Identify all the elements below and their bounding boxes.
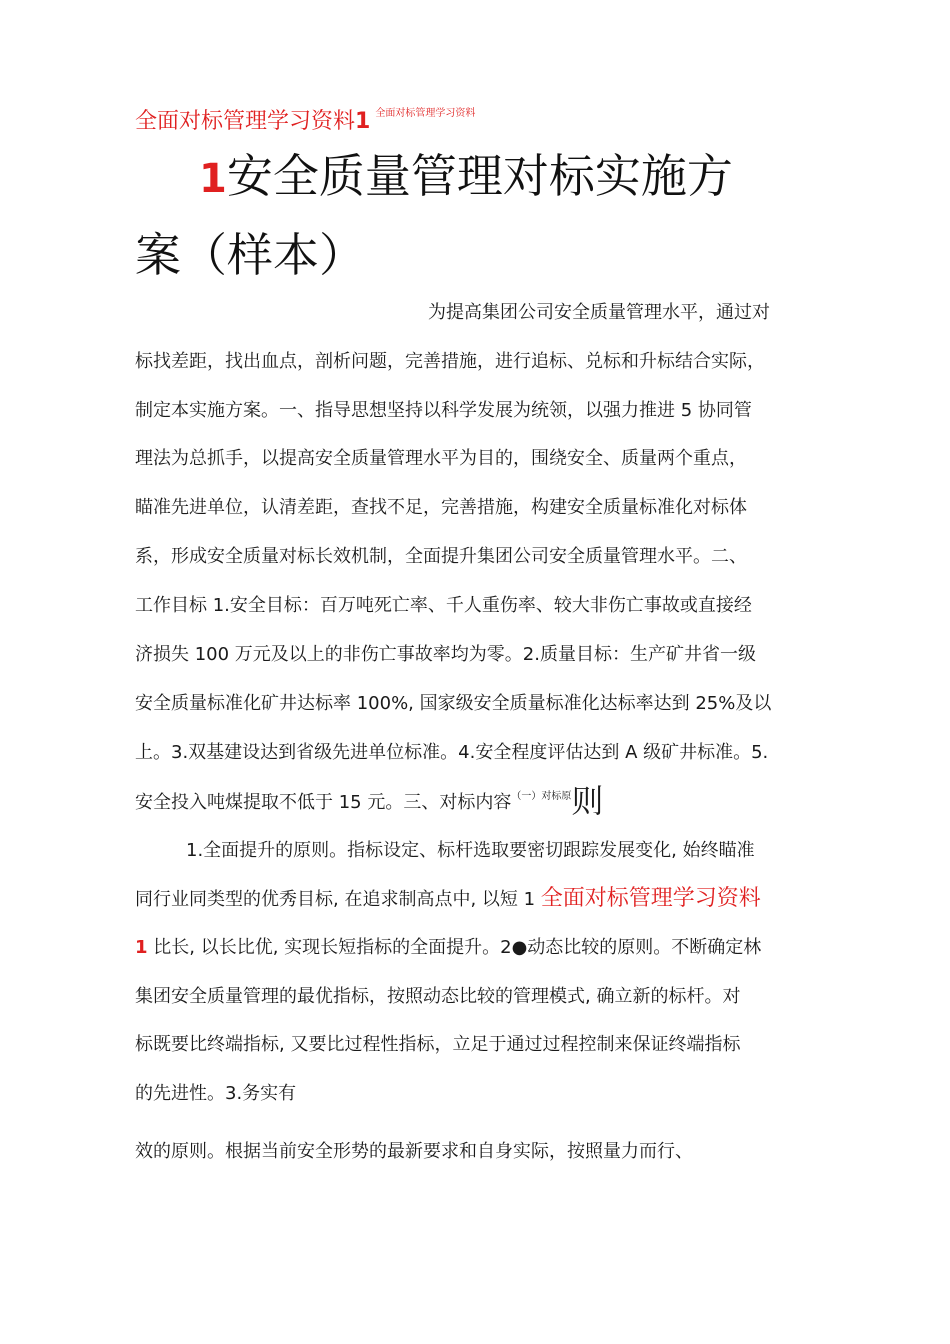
- inline-header-text: 全面对标管理学习资料: [540, 886, 761, 911]
- large-char: 则: [571, 782, 604, 820]
- body-line: [135, 886, 761, 913]
- header-number: 1: [355, 109, 371, 134]
- header-text: 全面对标管理学习资料: [135, 109, 356, 134]
- body-line: 1.全面提升的原则。指标设定、标杆选取要密切跟踪发展变化, 始终瞄准: [186, 840, 755, 861]
- body-text: 安全投入吨煤提取不低于 15 元。三、对标内容: [135, 792, 512, 813]
- running-header: [135, 104, 475, 135]
- body-text: 同行业同类型的优秀目标, 在追求制高点中, 以短 1: [135, 889, 541, 910]
- body-line: [135, 935, 761, 961]
- body-line: 上。3.双基建设达到省级先进单位标准。4.安全程度评估达到 A 级矿井标准。5.: [135, 742, 769, 763]
- title-line-1: 安全质量管理对标实施方: [226, 149, 733, 203]
- superscript-text: （一）对标原: [511, 791, 572, 802]
- body-line: 的先进性。3.务实有: [135, 1083, 297, 1104]
- body-line: 济损失 100 万元及以上的非伤亡事故率均为零。2.质量目标：生产矿井省一级: [135, 644, 756, 665]
- document-title: [135, 138, 835, 293]
- body-line: 瞄准先进单位，认清差距，查找不足，完善措施，构建安全质量标准化对标体: [135, 497, 747, 518]
- body-line: 效的原则。根据当前安全形势的最新要求和自身实际，按照量力而行、: [135, 1141, 693, 1162]
- body-line: 理法为总抓手，以提高安全质量管理水平为目的，围绕安全、质量两个重点，: [135, 448, 747, 469]
- body-line: 制定本实施方案。一、指导思想坚持以科学发展为统领，以强力推进 5 协同管: [135, 400, 752, 421]
- body-line: 集团安全质量管理的最优指标，按照动态比较的管理模式, 确立新的标杆。对: [135, 986, 741, 1007]
- header-small-text: 全面对标管理学习资料: [375, 108, 476, 119]
- title-line-2: 案（样本）: [135, 228, 365, 282]
- inline-header-number: 1: [135, 937, 148, 958]
- body-text: 比长, 以长比优, 实现长短指标的全面提升。2●动态比较的原则。不断确定林: [147, 937, 762, 958]
- body-line: 工作目标 1.安全目标：百万吨死亡率、千人重伤率、较大非伤亡事故或直接经: [135, 595, 752, 616]
- body-line: 安全质量标准化矿井达标率 100%, 国家级安全质量标准化达标率达到 25%及以: [135, 693, 772, 714]
- body-line: [135, 782, 604, 820]
- body-line: 标既要比终端指标, 又要比过程性指标，立足于通过过程控制来保证终端指标: [135, 1034, 741, 1055]
- title-number: 1: [199, 156, 227, 202]
- body-line: 系，形成安全质量对标长效机制，全面提升集团公司安全质量管理水平。二、: [135, 546, 747, 567]
- body-line: 标找差距，找出血点，剖析问题，完善措施，进行追标、兑标和升标结合实际，: [135, 351, 765, 372]
- body-line: 为提高集团公司安全质量管理水平，通过对: [428, 302, 770, 323]
